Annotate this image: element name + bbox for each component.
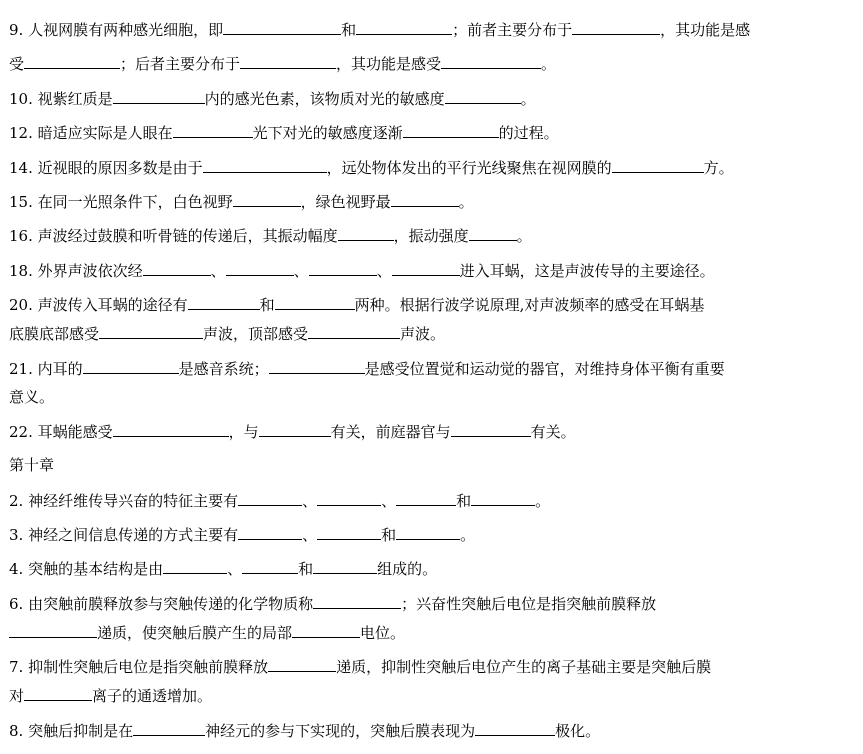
text: 、 bbox=[210, 261, 226, 280]
chapter10-question-8 bbox=[9, 720, 857, 754]
text: ，其功能是感受 bbox=[336, 55, 442, 74]
blank bbox=[238, 524, 302, 540]
blank bbox=[173, 122, 253, 138]
text: 6. 由突触前膜释放参与突触传递的化学物质称 bbox=[9, 594, 314, 613]
text: 14. 近视眼的原因多数是由于 bbox=[9, 158, 203, 177]
text: 光下对光的敏感度逐渐 bbox=[252, 124, 403, 143]
text: 对 bbox=[9, 687, 25, 706]
text: 意义。 bbox=[9, 387, 55, 406]
text: 神经元的参与下实现的，突触后膜表现为 bbox=[205, 721, 476, 740]
text: 、 bbox=[381, 491, 397, 510]
question-22 bbox=[9, 421, 857, 455]
blank bbox=[113, 88, 205, 104]
text: 是感音系统； bbox=[178, 359, 269, 378]
blank bbox=[292, 622, 360, 638]
text: 两种。根据行波学说原理,对声波频率的感受在耳蜗基 bbox=[354, 296, 705, 315]
text: 、 bbox=[227, 560, 243, 579]
blank bbox=[223, 19, 341, 35]
text: 和 bbox=[341, 21, 357, 39]
blank bbox=[445, 88, 521, 104]
chapter10-question-7-line-1 bbox=[9, 656, 857, 676]
text: 2. 神经纤维传导兴奋的特征主要有 bbox=[9, 491, 239, 510]
text: 离子的通透增加。 bbox=[92, 687, 213, 706]
text: 、 bbox=[302, 491, 318, 510]
question-10 bbox=[9, 88, 857, 122]
text: 20. 声波传入耳蜗的途径有 bbox=[9, 296, 188, 315]
text: 和 bbox=[456, 491, 472, 510]
text: 有关。 bbox=[530, 422, 576, 441]
blank bbox=[188, 294, 260, 310]
blank bbox=[317, 524, 381, 540]
blank bbox=[391, 191, 459, 207]
text: 16. 声波经过鼓膜和听骨链的传递后，其振动幅度 bbox=[9, 227, 338, 246]
blank bbox=[471, 490, 535, 506]
text: 15. 在同一光照条件下，白色视野 bbox=[9, 192, 233, 211]
blank bbox=[233, 191, 301, 207]
text: 、 bbox=[376, 261, 392, 280]
blank bbox=[338, 225, 394, 241]
blank bbox=[113, 421, 229, 437]
blank bbox=[469, 225, 517, 241]
blank bbox=[240, 53, 336, 69]
blank bbox=[269, 358, 365, 374]
text: 声波，顶部感受 bbox=[203, 325, 309, 344]
text: 极化。 bbox=[555, 721, 601, 740]
chapter10-question-6-line-1 bbox=[9, 593, 857, 613]
question-14 bbox=[9, 157, 857, 191]
text: 内的感光色素，该物质对光的敏感度 bbox=[204, 89, 445, 108]
question-20-line-2 bbox=[9, 323, 857, 357]
chapter10-question-3 bbox=[9, 524, 857, 558]
text: 有关，前庭器官与 bbox=[330, 422, 451, 441]
text: ，振动强度 bbox=[393, 227, 469, 246]
blank bbox=[143, 260, 211, 276]
text: 。 bbox=[460, 526, 476, 545]
question-20-line-1 bbox=[9, 294, 857, 314]
text: 方。 bbox=[703, 158, 734, 177]
blank bbox=[356, 19, 452, 35]
text: 底膜底部感受 bbox=[9, 325, 100, 344]
blank bbox=[309, 260, 377, 276]
chapter10-question-7-line-2 bbox=[9, 685, 857, 719]
text: 。 bbox=[541, 55, 557, 74]
question-9-line-1 bbox=[9, 19, 857, 53]
text: 进入耳蜗，这是声波传导的主要途径。 bbox=[459, 261, 715, 280]
blank bbox=[392, 260, 460, 276]
blank bbox=[308, 323, 400, 339]
question-21-line-1 bbox=[9, 358, 857, 378]
text: 的过程。 bbox=[498, 124, 559, 143]
text: 。 bbox=[516, 227, 532, 246]
blank bbox=[441, 53, 541, 69]
blank bbox=[451, 421, 531, 437]
blank bbox=[572, 19, 660, 35]
blank bbox=[242, 558, 298, 574]
blank bbox=[313, 558, 377, 574]
text: 3. 神经之间信息传递的方式主要有 bbox=[9, 526, 239, 545]
blank bbox=[475, 720, 555, 736]
text: 12. 暗适应实际是人眼在 bbox=[9, 124, 173, 143]
text: 9. 人视网膜有两种感光细胞，即 bbox=[9, 21, 224, 39]
blank bbox=[313, 593, 401, 609]
blank bbox=[99, 323, 203, 339]
blank bbox=[259, 421, 331, 437]
blank bbox=[163, 558, 227, 574]
blank bbox=[268, 656, 336, 672]
text: 和 bbox=[298, 560, 314, 579]
blank bbox=[133, 720, 205, 736]
text: 22. 耳蜗能感受 bbox=[9, 422, 113, 441]
text: 电位。 bbox=[360, 623, 406, 642]
chapter-title: 第十章 bbox=[9, 456, 55, 475]
blank bbox=[275, 294, 355, 310]
text: ，其功能是感 bbox=[660, 21, 751, 39]
text: 受 bbox=[9, 55, 25, 74]
text: ；前者主要分布于 bbox=[452, 21, 573, 39]
text: ，绿色视野最 bbox=[300, 192, 391, 211]
question-15 bbox=[9, 191, 857, 225]
text: 和 bbox=[381, 526, 397, 545]
text: ；兴奋性突触后电位是指突触前膜释放 bbox=[401, 594, 657, 613]
blank bbox=[403, 122, 499, 138]
text: ，远处物体发出的平行光线聚焦在视网膜的 bbox=[326, 158, 612, 177]
question-16 bbox=[9, 225, 857, 259]
blank bbox=[317, 490, 381, 506]
chapter10-question-2 bbox=[9, 490, 857, 524]
text: 递质，抑制性突触后电位产生的离子基础主要是突触后膜 bbox=[336, 658, 712, 677]
blank bbox=[396, 524, 460, 540]
blank bbox=[396, 490, 456, 506]
blank bbox=[203, 157, 327, 173]
blank bbox=[226, 260, 294, 276]
text: 21. 内耳的 bbox=[9, 359, 83, 378]
question-9-line-2 bbox=[9, 53, 857, 87]
blank bbox=[9, 622, 97, 638]
text: ，与 bbox=[228, 422, 259, 441]
text: 声波。 bbox=[400, 325, 446, 344]
text: 7. 抑制性突触后电位是指突触前膜释放 bbox=[9, 658, 269, 677]
chapter10-question-6-line-2 bbox=[9, 622, 857, 656]
blank bbox=[24, 53, 120, 69]
text: 是感受位置觉和运动觉的器官，对维持身体平衡有重要 bbox=[364, 359, 725, 378]
text: 4. 突触的基本结构是由 bbox=[9, 560, 164, 579]
text: 组成的。 bbox=[377, 560, 438, 579]
text: 8. 突触后抑制是在 bbox=[9, 721, 134, 740]
text: 和 bbox=[259, 296, 275, 315]
chapter10-question-4 bbox=[9, 558, 857, 592]
text: 10. 视紫红质是 bbox=[9, 89, 113, 108]
text: 递质，使突触后膜产生的局部 bbox=[97, 623, 293, 642]
text: 。 bbox=[535, 491, 551, 510]
blank bbox=[83, 358, 179, 374]
text: 。 bbox=[458, 192, 474, 211]
question-12 bbox=[9, 122, 857, 156]
text: 、 bbox=[302, 526, 318, 545]
text: 。 bbox=[520, 89, 536, 108]
text: 、 bbox=[293, 261, 309, 280]
text: 18. 外界声波依次经 bbox=[9, 261, 143, 280]
question-18 bbox=[9, 260, 857, 294]
question-21-line-2 bbox=[9, 387, 857, 421]
blank bbox=[612, 157, 704, 173]
chapter-heading bbox=[9, 455, 857, 489]
blank bbox=[24, 685, 92, 701]
text: ；后者主要分布于 bbox=[120, 55, 241, 74]
blank bbox=[238, 490, 302, 506]
